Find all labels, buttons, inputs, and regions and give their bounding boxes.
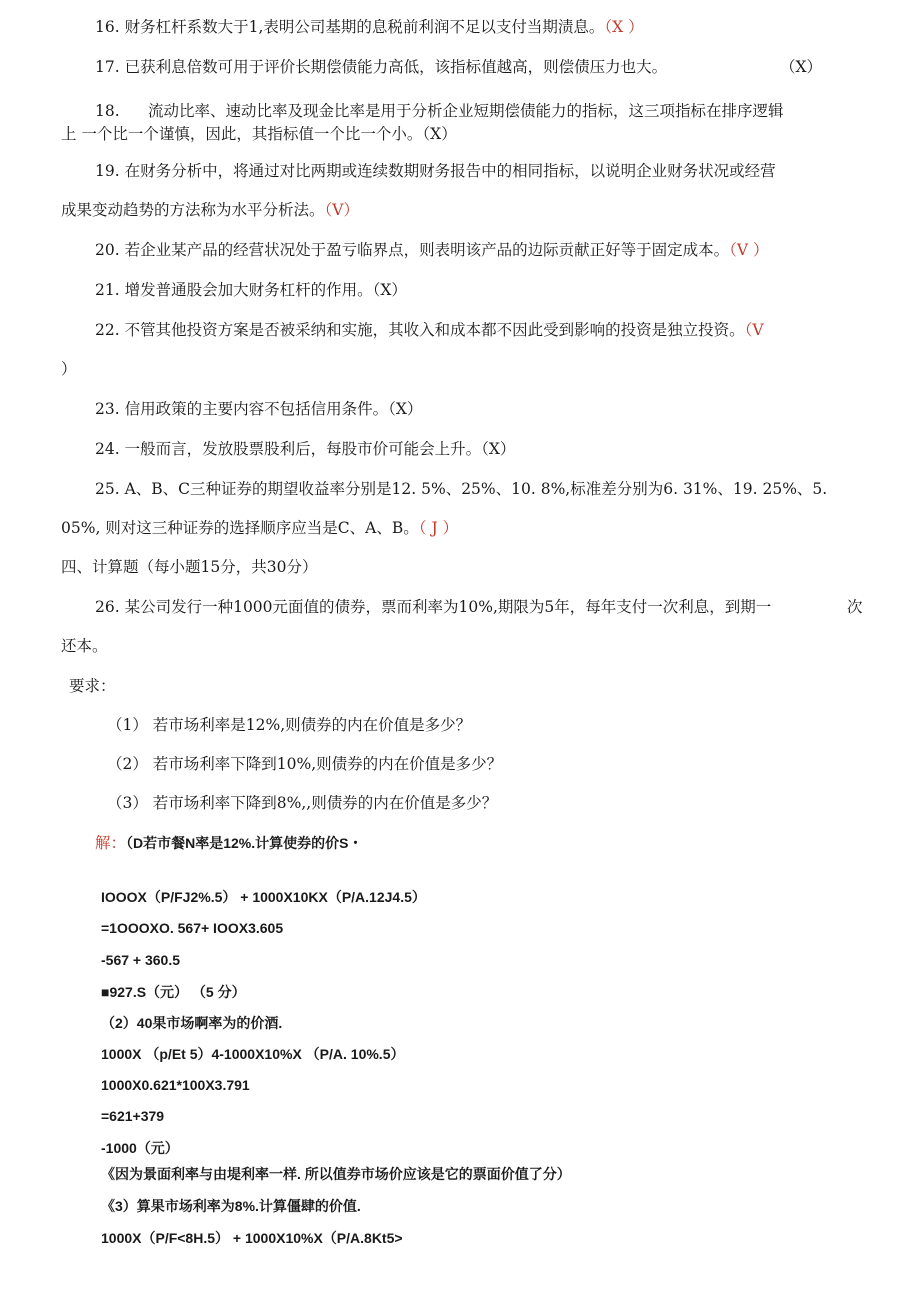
answer-line-2: =1OOOXO. 567+ IOOX3.605 <box>101 920 284 936</box>
question-18-line2: 上 一个比一个谨慎，因此，其指标值一个比一个小。（X） <box>61 125 457 143</box>
answer-line-9: -1000（元） <box>101 1140 179 1156</box>
question-22-line1 <box>95 320 764 340</box>
question-26-line1: 26. 某公司发行一种1000元面值的债券，票而利率为10%,期限为5年，每年支付一次利息，到期一 <box>95 598 772 616</box>
question-17-mark: （X） <box>780 58 823 76</box>
question-26-line1-tail: 次 <box>847 598 863 616</box>
answer-line-7: 1000X0.621*100X3.791 <box>101 1077 250 1093</box>
requirement-1: （1） 若市场利率是12%,则债券的内在价值是多少？ <box>107 716 472 734</box>
question-24: 24. 一般而言，发放股票股利后，每股市价可能会上升。（X） <box>95 440 516 458</box>
question-18-number: 18. <box>95 102 120 120</box>
question-25-mark: （ J ） <box>418 519 459 537</box>
question-16 <box>95 17 644 37</box>
question-20-text: 20. 若企业某产品的经营状况处于盈亏临界点，则表明该产品的边际贡献正好等于固定成本。 <box>95 241 730 259</box>
question-19-line1: 19. 在财务分析中，将通过对比两期或连续数期财务报告中的相同指标，以说明企业财务状况或经营 <box>95 162 776 180</box>
question-21: 21. 增发普通股会加大财务杠杆的作用。（X） <box>95 281 407 299</box>
question-16-text: 16. 财务杠杆系数大于1,表明公司基期的息税前利润不足以支付当期渍息。 <box>95 18 605 36</box>
question-22-text: 22. 不管其他投资方案是否被采纳和实施，其收入和成本都不因此受到影响的投资是独立投资。 <box>95 321 745 339</box>
question-26-line2: 还本。 <box>61 637 108 655</box>
requirement-3: （3） 若市场利率下降到8%,,则债券的内在价值是多少？ <box>107 794 498 812</box>
question-25-line1: 25. A、B、C三种证券的期望收益率分别是12. 5%、25%、10. 8%,标准差分别为6. 31%、19. 25%、5. <box>95 480 828 498</box>
requirements-label: 要求： <box>69 677 116 695</box>
question-23: 23. 信用政策的主要内容不包括信用条件。（X） <box>95 400 423 418</box>
question-19-mark: （V） <box>324 201 359 219</box>
question-25-text: 05%, 则对这三种证券的选择顺序应当是C、A、B。 <box>61 519 419 537</box>
question-20-mark: （V ） <box>729 241 769 259</box>
question-20 <box>95 240 768 260</box>
question-22-mark: （V <box>744 321 764 339</box>
section-4-heading: 四、计算题（每小题15分，共30分） <box>61 558 318 576</box>
answer-line-11: 《3）算果市场利率为8%.计算僵肆的价值. <box>101 1198 361 1214</box>
answer-intro: （D若市餐N率是12%.计算使券的价S・ <box>126 835 363 851</box>
question-25-line2 <box>61 518 458 538</box>
question-19-line2 <box>61 200 359 220</box>
question-18-line1: 流动比率、速动比率及现金比率是用于分析企业短期偿债能力的指标，这三项指标在排序逻辑 <box>148 102 784 120</box>
question-19-text: 成果变动趋势的方法称为水平分析法。 <box>61 201 325 219</box>
question-16-mark: （X ） <box>604 18 644 36</box>
question-17 <box>95 57 667 77</box>
answer-line-6: 1000X （p/Et 5）4-1000X10%X （P/A. 10%.5） <box>101 1046 405 1062</box>
requirement-2: （2） 若市场利率下降到10%,则债券的内在价值是多少？ <box>107 755 503 773</box>
answer-line-10: 《因为景面利率与由堤利率一样. 所以值券市场价应该是它的票面价值了分） <box>101 1166 571 1182</box>
answer-line-3: -567 + 360.5 <box>101 952 181 968</box>
answer-line-4: ■927.S（元） （5 分） <box>101 984 246 1000</box>
answer-line-8: =621+379 <box>101 1108 165 1124</box>
answer-line-1: IOOOX（P/FJ2%.5） + 1000X10KX（P/A.12J4.5） <box>101 889 426 905</box>
answer-line-5: （2）40果市场啊率为的价酒. <box>101 1015 283 1031</box>
question-17-text: 17. 已获利息倍数可用于评价长期偿债能力高低，该指标值越高，则偿债压力也大。 <box>95 58 668 76</box>
answer-label: 解： <box>95 834 127 852</box>
answer-line-12: 1000X（P/F<8H.5） + 1000X10%X（P/A.8Kt5> <box>101 1230 403 1246</box>
answer-intro-line <box>95 833 362 853</box>
question-22-line2: ） <box>61 360 77 378</box>
